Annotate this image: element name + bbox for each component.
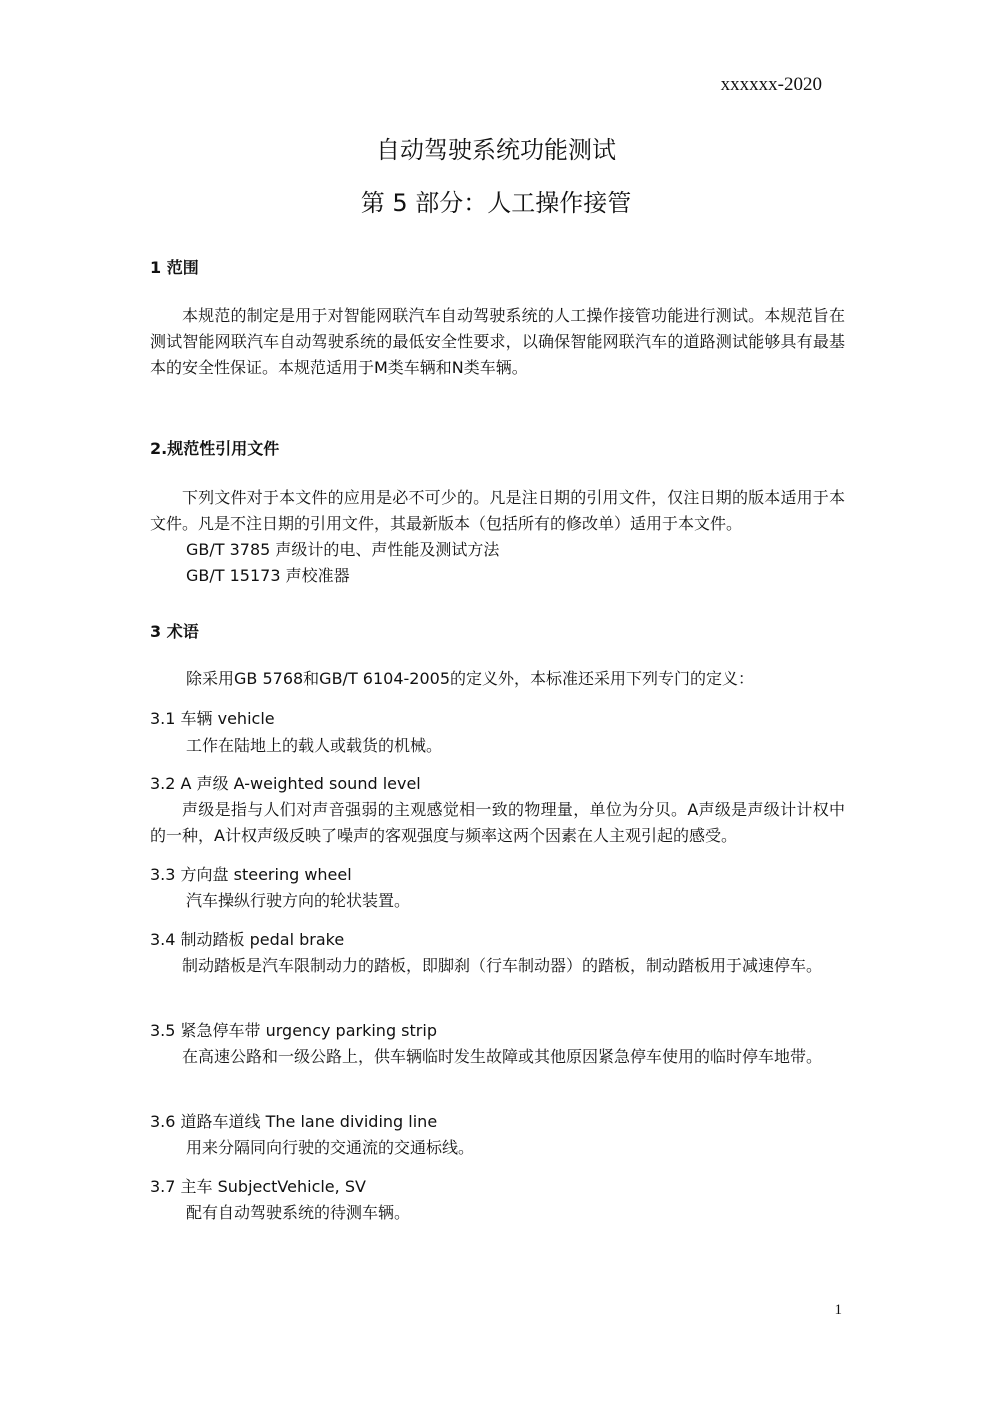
references-paragraph: 下列文件对于本文件的应用是必不可少的。凡是注日期的引用文件，仅注日期的版本适用于本文件。凡是不注日期的引用文件，其最新版本（包括所有的修改单）适用于本文件。	[150, 488, 845, 533]
term-heading: 3.5 紧急停车带 urgency parking strip	[150, 1021, 437, 1040]
term-definition: 用来分隔同向行驶的交通流的交通标线。	[186, 1138, 475, 1157]
term-definition: 声级是指与人们对声音强弱的主观感觉相一致的物理量，单位为分贝。A声级是声级计计权中的一种，A计权声级反映了噪声的客观强度与频率这两个因素在人主观引起的感受。	[150, 800, 845, 845]
document-subtitle: 第 5 部分：人工操作接管	[360, 189, 632, 217]
scope-paragraph: 本规范的制定是用于对智能网联汽车自动驾驶系统的人工操作接管功能进行测试。本规范旨在测试智能网联汽车自动驾驶系统的最低安全性要求，以确保智能网联汽车的道路测试能够具有最基本的安全性保证。本规范适用于M类车辆和N类车辆。	[150, 306, 845, 377]
section-heading-references: 2.规范性引用文件	[150, 439, 280, 458]
term-heading: 3.2 A 声级 A-weighted sound level	[150, 774, 421, 793]
reference-item: GB/T 3785 声级计的电、声性能及测试方法	[186, 540, 500, 559]
term-definition: 汽车操纵行驶方向的轮状装置。	[186, 891, 411, 910]
page-number: 1	[834, 1302, 842, 1318]
term-heading: 3.6 道路车道线 The lane dividing line	[150, 1112, 438, 1131]
terms-intro: 除采用GB 5768和GB/T 6104-2005的定义外，本标准还采用下列专门的定义：	[186, 669, 755, 688]
document-title: 自动驾驶系统功能测试	[376, 136, 616, 164]
term-heading: 3.7 主车 SubjectVehicle, SV	[150, 1177, 366, 1196]
term-heading: 3.3 方向盘 steering wheel	[150, 865, 352, 884]
term-heading: 3.4 制动踏板 pedal brake	[150, 930, 345, 949]
section-heading-terms: 3 术语	[150, 622, 199, 641]
term-definition: 配有自动驾驶系统的待测车辆。	[186, 1203, 411, 1222]
reference-item: GB/T 15173 声校准器	[186, 566, 350, 585]
term-definition: 工作在陆地上的载人或载货的机械。	[186, 736, 443, 755]
section-heading-scope: 1 范围	[150, 258, 199, 277]
term-definition: 制动踏板是汽车限制动力的踏板，即脚刹（行车制动器）的踏板，制动踏板用于减速停车。	[182, 956, 823, 975]
term-heading: 3.1 车辆 vehicle	[150, 709, 275, 728]
term-definition: 在高速公路和一级公路上，供车辆临时发生故障或其他原因紧急停车使用的临时停车地带。	[182, 1047, 823, 1066]
document-number: xxxxxx-2020	[720, 74, 822, 95]
